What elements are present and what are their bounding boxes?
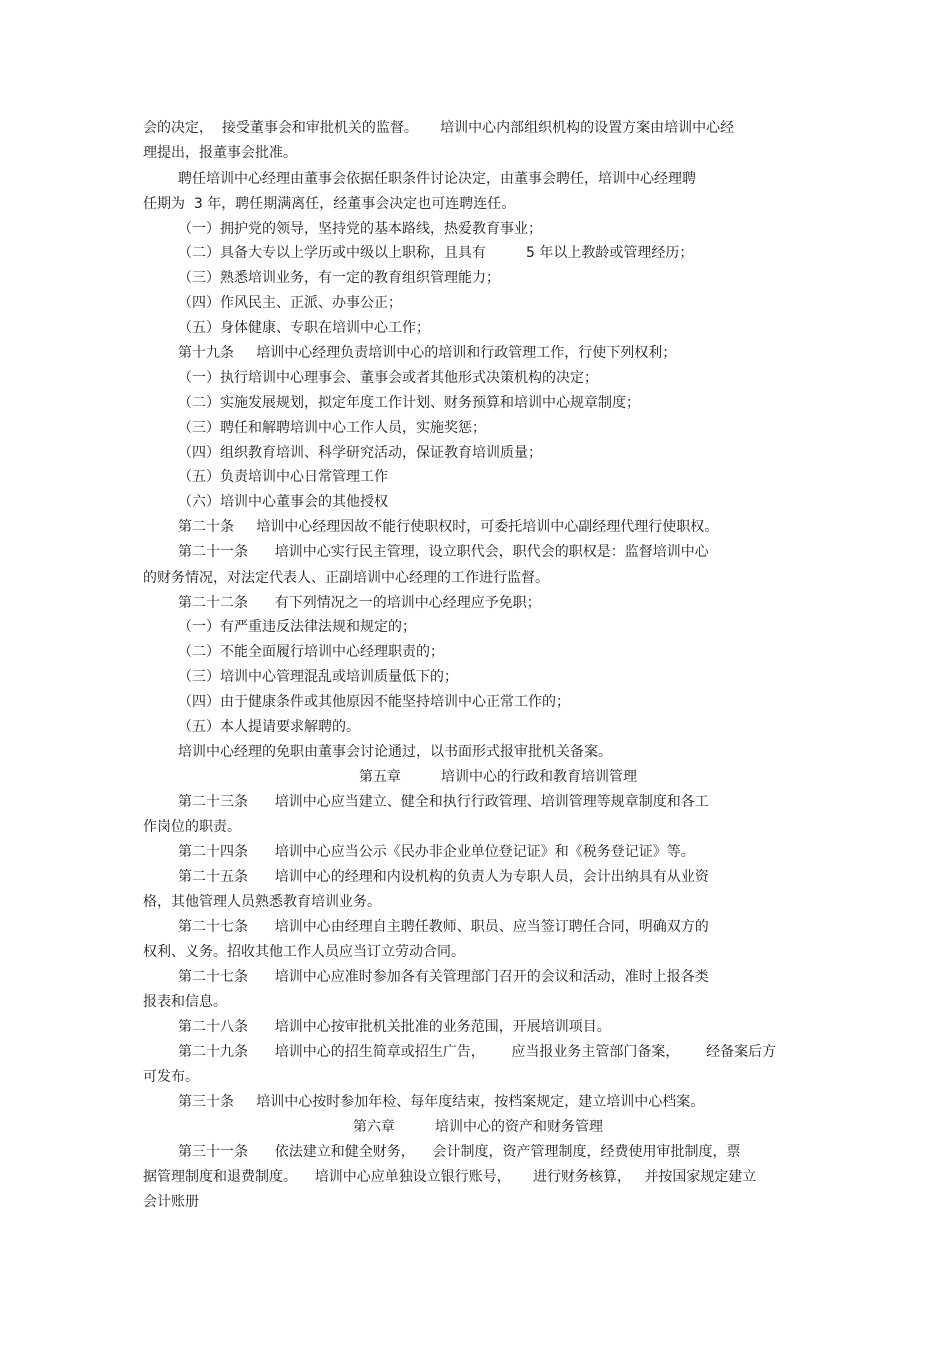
text-line: 会的决定， 接受董事会和审批机关的监督。 培训中心内部组织机构的设置方案由培训中心经 — [143, 120, 735, 136]
text-line: 第二十条 培训中心经理因故不能行使职权时，可委托培训中心副经理代理行使职权。 — [178, 519, 719, 535]
text-line: 第二十八条 培训中心按审批机关批准的业务范围，开展培训项目。 — [178, 1019, 611, 1035]
text-line: 第二十一条 培训中心实行民主管理，设立职代会，职代会的职权是：监督培训中心 — [178, 544, 709, 560]
text-line: （五）负责培训中心日常管理工作 — [178, 469, 388, 485]
text-line: （四）组织教育培训、科学研究活动，保证教育培训质量； — [178, 445, 542, 461]
chapter-heading: 第六章 培训中心的资产和财务管理 — [353, 1119, 604, 1135]
text-line: 第二十九条 培训中心的招生简章或招生广告， 应当报业务主管部门备案， 经备案后方 — [178, 1044, 777, 1060]
text-line: （四）作风民主、正派、办事公正； — [178, 295, 402, 311]
text-line: （三）聘任和解聘培训中心工作人员，实施奖惩； — [178, 420, 486, 436]
text-line: （一）执行培训中心理事会、董事会或者其他形式决策机构的决定； — [178, 370, 598, 386]
text-line: （六）培训中心董事会的其他授权 — [178, 494, 388, 510]
text-line: （三）培训中心管理混乱或培训质量低下的； — [178, 669, 458, 685]
text-line: （三）熟悉培训业务，有一定的教育组织管理能力； — [178, 270, 500, 286]
text-line: 培训中心经理的免职由董事会讨论通过，以书面形式报审批机关备案。 — [178, 744, 612, 760]
text-line: 第二十五条 培训中心的经理和内设机构的负责人为专职人员，会计出纳具有从业资 — [178, 869, 709, 885]
text-line: 权利、义务。招收其他工作人员应当订立劳动合同。 — [143, 944, 465, 960]
text-line: （一）拥护党的领导，坚持党的基本路线，热爱教育事业； — [178, 221, 542, 237]
text-line: 的财务情况，对法定代表人、正副培训中心经理的工作进行监督。 — [143, 570, 549, 586]
text-line: （一）有严重违反法律法规和规定的； — [178, 619, 416, 635]
text-line: 第二十三条 培训中心应当建立、健全和执行行政管理、培训管理等规章制度和各工 — [178, 794, 709, 810]
text-line: 第十九条 培训中心经理负责培训中心的培训和行政管理工作，行使下列权利； — [178, 345, 677, 361]
text-line: （五）身体健康、专职在培训中心工作； — [178, 320, 430, 336]
text-line: 第三十条 培训中心按时参加年检、每年度结束，按档案规定，建立培训中心档案。 — [178, 1094, 705, 1110]
text-line: （四）由于健康条件或其他原因不能坚持培训中心正常工作的； — [178, 694, 570, 710]
text-line: （二）具备大专以上学历或中级以上职称，且具有 5 年以上教龄或管理经历； — [178, 245, 694, 261]
text-line: （二）实施发展规划，拟定年度工作计划、财务预算和培训中心规章制度； — [178, 395, 640, 411]
text-line: 报表和信息。 — [143, 994, 227, 1010]
text-line: 第二十四条 培训中心应当公示《民办非企业单位登记证》和《税务登记证》等。 — [178, 844, 695, 860]
text-line: 会计账册 — [143, 1194, 199, 1210]
text-line: 作岗位的职责。 — [143, 819, 241, 835]
text-line: 第二十七条 培训中心由经理自主聘任教师、职员、应当签订聘任合同，明确双方的 — [178, 919, 709, 935]
text-line: 聘任培训中心经理由董事会依据任职条件讨论决定，由董事会聘任，培训中心经理聘 — [178, 171, 696, 187]
text-line: 理提出，报董事会批准。 — [143, 145, 297, 161]
text-line: 任期为 3 年，聘任期满离任，经董事会决定也可连聘连任。 — [143, 196, 516, 212]
text-line: 据管理制度和退费制度。 培训中心应单独设立银行账号， 进行财务核算， 并按国家规定建立 — [143, 1169, 757, 1185]
text-line: 第三十一条 依法建立和健全财务， 会计制度，资产管理制度，经费使用审批制度，票 — [178, 1144, 741, 1160]
text-line: 格，其他管理人员熟悉教育培训业务。 — [143, 894, 381, 910]
text-line: （二）不能全面履行培训中心经理职责的； — [178, 644, 444, 660]
text-line: 第二十二条 有下列情况之一的培训中心经理应予免职； — [178, 595, 541, 611]
text-line: （五）本人提请要求解聘的。 — [178, 719, 360, 735]
text-line: 第二十七条 培训中心应准时参加各有关管理部门召开的会议和活动，准时上报各类 — [178, 969, 709, 985]
chapter-heading: 第五章 培训中心的行政和教育培训管理 — [359, 769, 638, 785]
text-line: 可发布。 — [143, 1069, 199, 1085]
